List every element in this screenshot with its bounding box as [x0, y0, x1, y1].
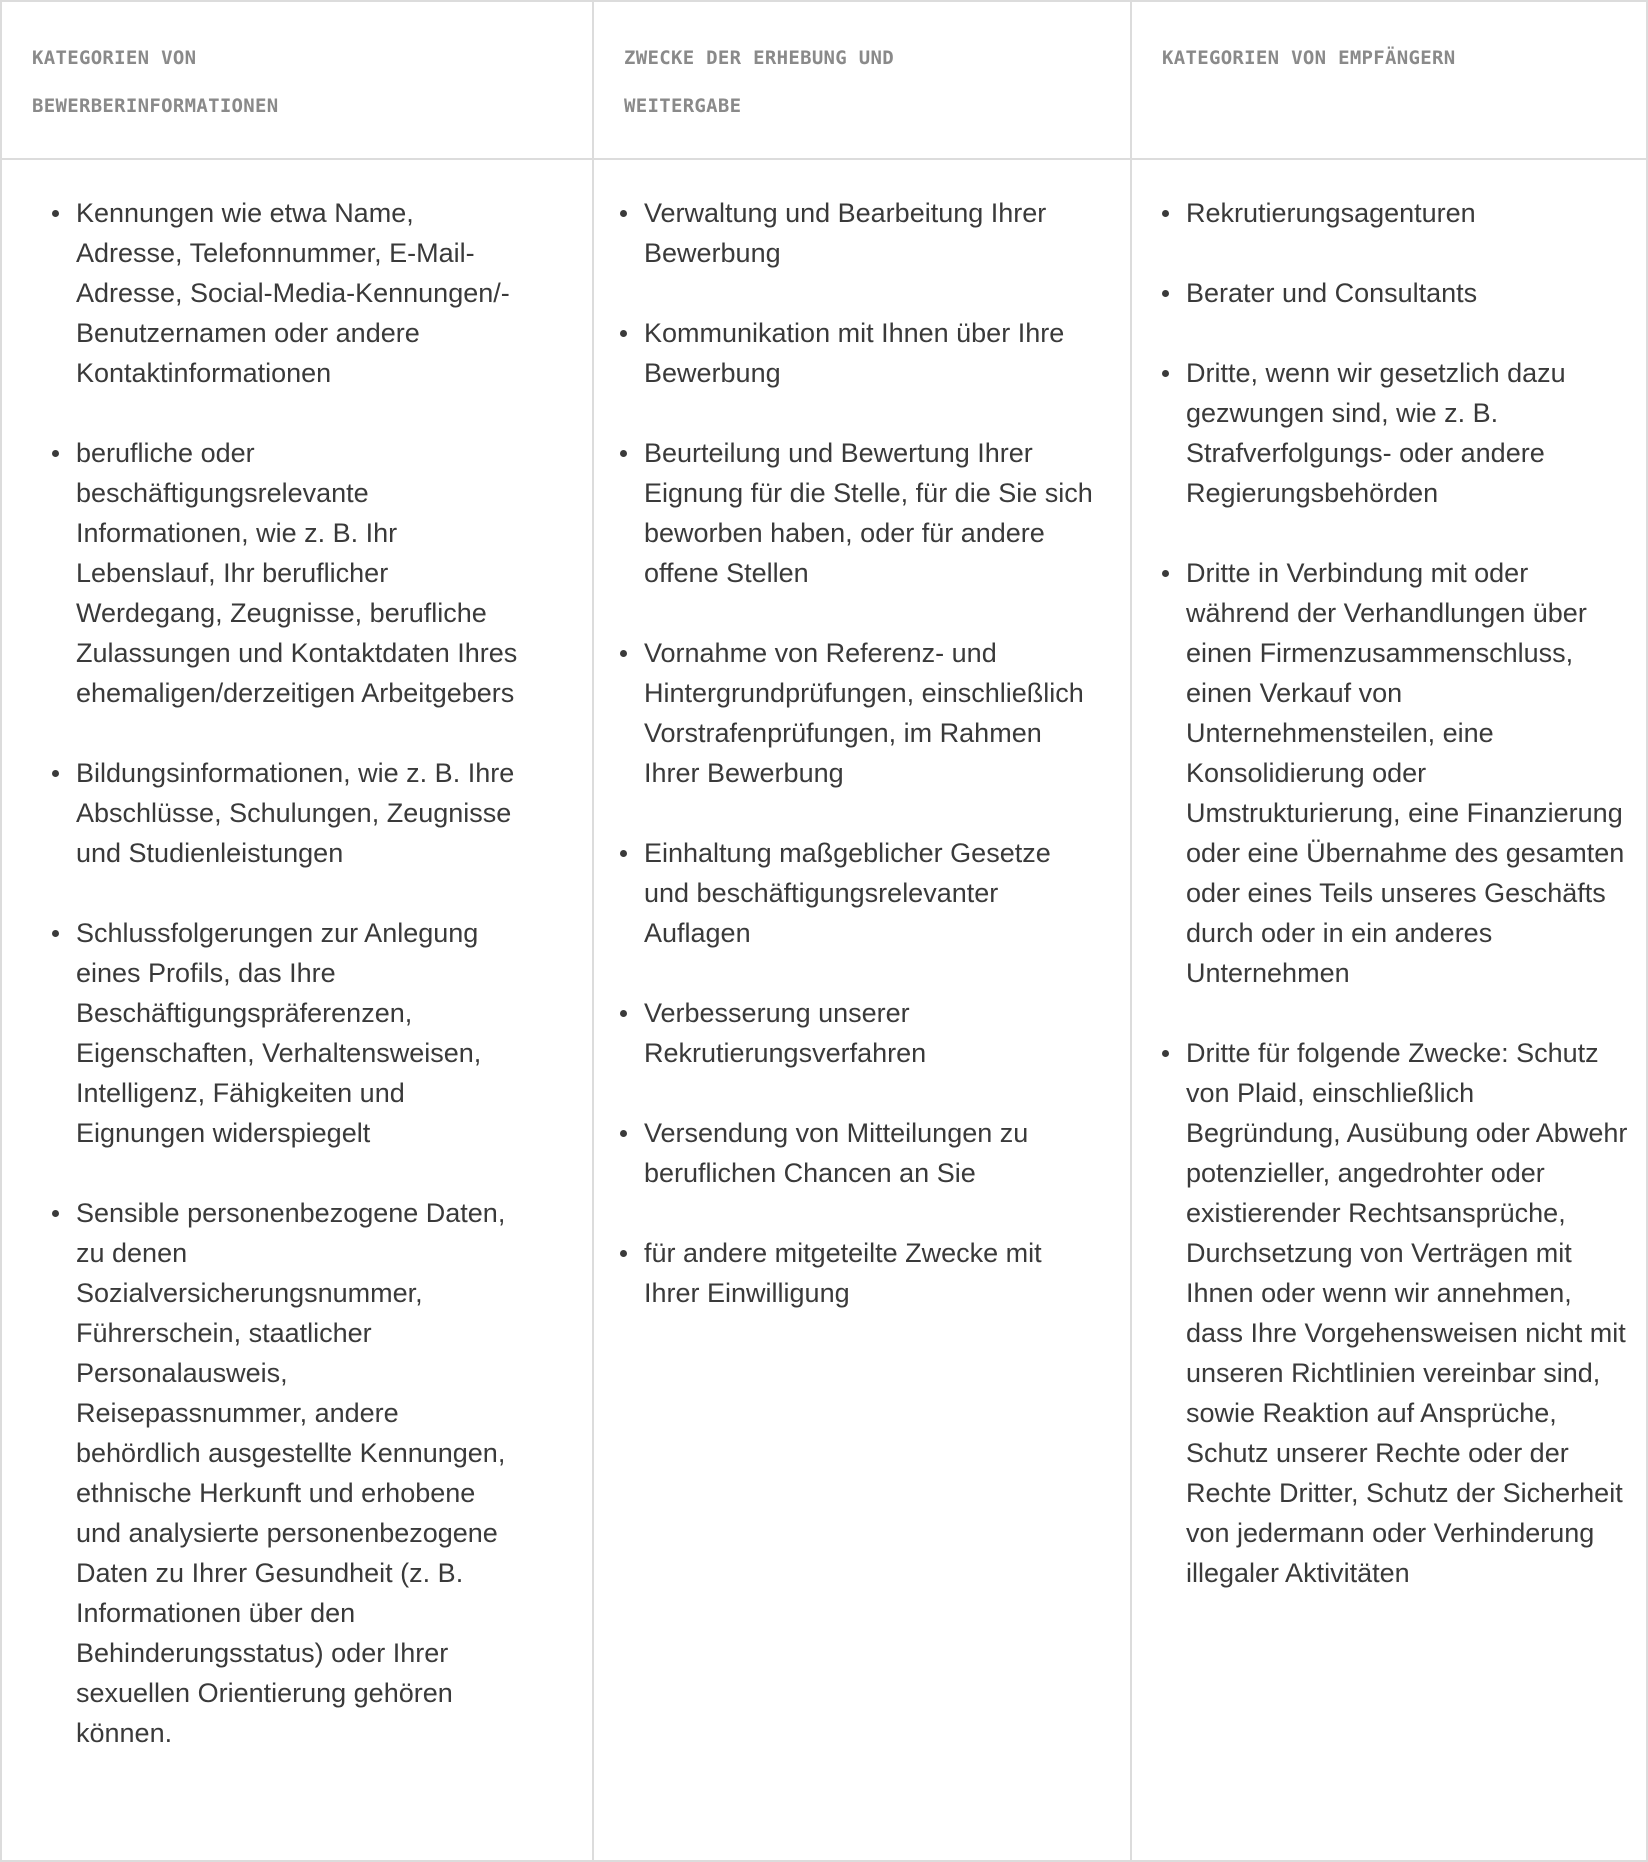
- header-line: ZWECKE DER ERHEBUNG UND: [624, 47, 894, 69]
- list-item: Dritte in Verbindung mit oder während der Verhandlungen über einen Firmenzusammenschluss, einen Verkauf von Unternehmensteilen, eine Konsolidierung oder Umstrukturierung, eine Finanzierung oder eine Übernahme des gesamten oder eines Teils unseres Geschäfts durch oder in ein anderes Unternehmen: [1186, 553, 1632, 993]
- list-item: Berater und Consultants: [1186, 273, 1632, 313]
- header-line: KATEGORIEN VON: [32, 47, 197, 69]
- header-recipient-categories: [1132, 2, 1646, 160]
- list-item: Vornahme von Referenz- und Hintergrundprüfungen, einschließlich Vorstrafenprüfungen, im Rahmen Ihrer Bewerbung: [644, 633, 1094, 793]
- bullet-list: [1132, 160, 1632, 1593]
- header-line: BEWERBERINFORMATIONEN: [32, 95, 279, 117]
- list-item: berufliche oder beschäftigungsrelevante Informationen, wie z. B. Ihr Lebenslauf, Ihr beruflicher Werdegang, Zeugnisse, berufliche Zulassungen und Kontaktdaten Ihres ehemaligen/derzeitigen Arbeitgebers: [76, 433, 522, 713]
- column-purposes: [594, 160, 1132, 1860]
- list-item: Verwaltung und Bearbeitung Ihrer Bewerbung: [644, 193, 1094, 273]
- list-item: Versendung von Mitteilungen zu beruflichen Chancen an Sie: [644, 1113, 1094, 1193]
- list-item: Dritte für folgende Zwecke: Schutz von Plaid, einschließlich Begründung, Ausübung oder Abwehr potenzieller, angedrohter oder existierender Rechtsansprüche, Durchsetzung von Verträgen mit Ihnen oder wenn wir annehmen, dass Ihre Vorgehensweisen nicht mit unseren Richtlinien vereinbar sind, sowie Reaktion auf Ansprüche, Schutz unserer Rechte oder der Rechte Dritter, Schutz der Sicherheit von jedermann oder Verhinderung illegaler Aktivitäten: [1186, 1033, 1632, 1593]
- list-item: Kommunikation mit Ihnen über Ihre Bewerbung: [644, 313, 1094, 393]
- list-item: Sensible personenbezogene Daten, zu denen Sozialversicherungsnummer, Führerschein, staatlicher Personalausweis, Reisepassnummer, andere behördlich ausgestellte Kennungen, ethnische Herkunft und erhobene und analysierte personenbezogene Daten zu Ihrer Gesundheit (z. B. Informationen über den Behinderungsstatus) oder Ihrer sexuellen Orientierung gehören können.: [76, 1193, 522, 1753]
- list-item: Verbesserung unserer Rekrutierungsverfahren: [644, 993, 1094, 1073]
- list-item: Schlussfolgerungen zur Anlegung eines Profils, das Ihre Beschäftigungspräferenzen, Eigenschaften, Verhaltensweisen, Intelligenz, Fähigkeiten und Eignungen widerspiegelt: [76, 913, 522, 1153]
- list-item: Beurteilung und Bewertung Ihrer Eignung für die Stelle, für die Sie sich beworben haben, oder für andere offene Stellen: [644, 433, 1094, 593]
- header-purposes: [594, 2, 1132, 160]
- list-item: für andere mitgeteilte Zwecke mit Ihrer Einwilligung: [644, 1233, 1094, 1313]
- column-applicant-information: [2, 160, 594, 1860]
- bullet-list: [594, 160, 1094, 1313]
- list-item: Dritte, wenn wir gesetzlich dazu gezwungen sind, wie z. B. Strafverfolgungs- oder andere Regierungsbehörden: [1186, 353, 1632, 513]
- header-line: KATEGORIEN VON EMPFÄNGERN: [1162, 47, 1456, 69]
- bullet-list: [2, 160, 522, 1753]
- list-item: Kennungen wie etwa Name, Adresse, Telefonnummer, E-Mail-Adresse, Social-Media-Kennungen/-Benutzernamen oder andere Kontaktinformationen: [76, 193, 522, 393]
- list-item: Bildungsinformationen, wie z. B. Ihre Abschlüsse, Schulungen, Zeugnisse und Studienleistungen: [76, 753, 522, 873]
- list-item: Rekrutierungsagenturen: [1186, 193, 1632, 233]
- list-item: Einhaltung maßgeblicher Gesetze und beschäftigungsrelevanter Auflagen: [644, 833, 1094, 953]
- column-recipients: [1132, 160, 1646, 1860]
- header-applicant-information-categories: [2, 2, 594, 160]
- header-line: WEITERGABE: [624, 95, 742, 117]
